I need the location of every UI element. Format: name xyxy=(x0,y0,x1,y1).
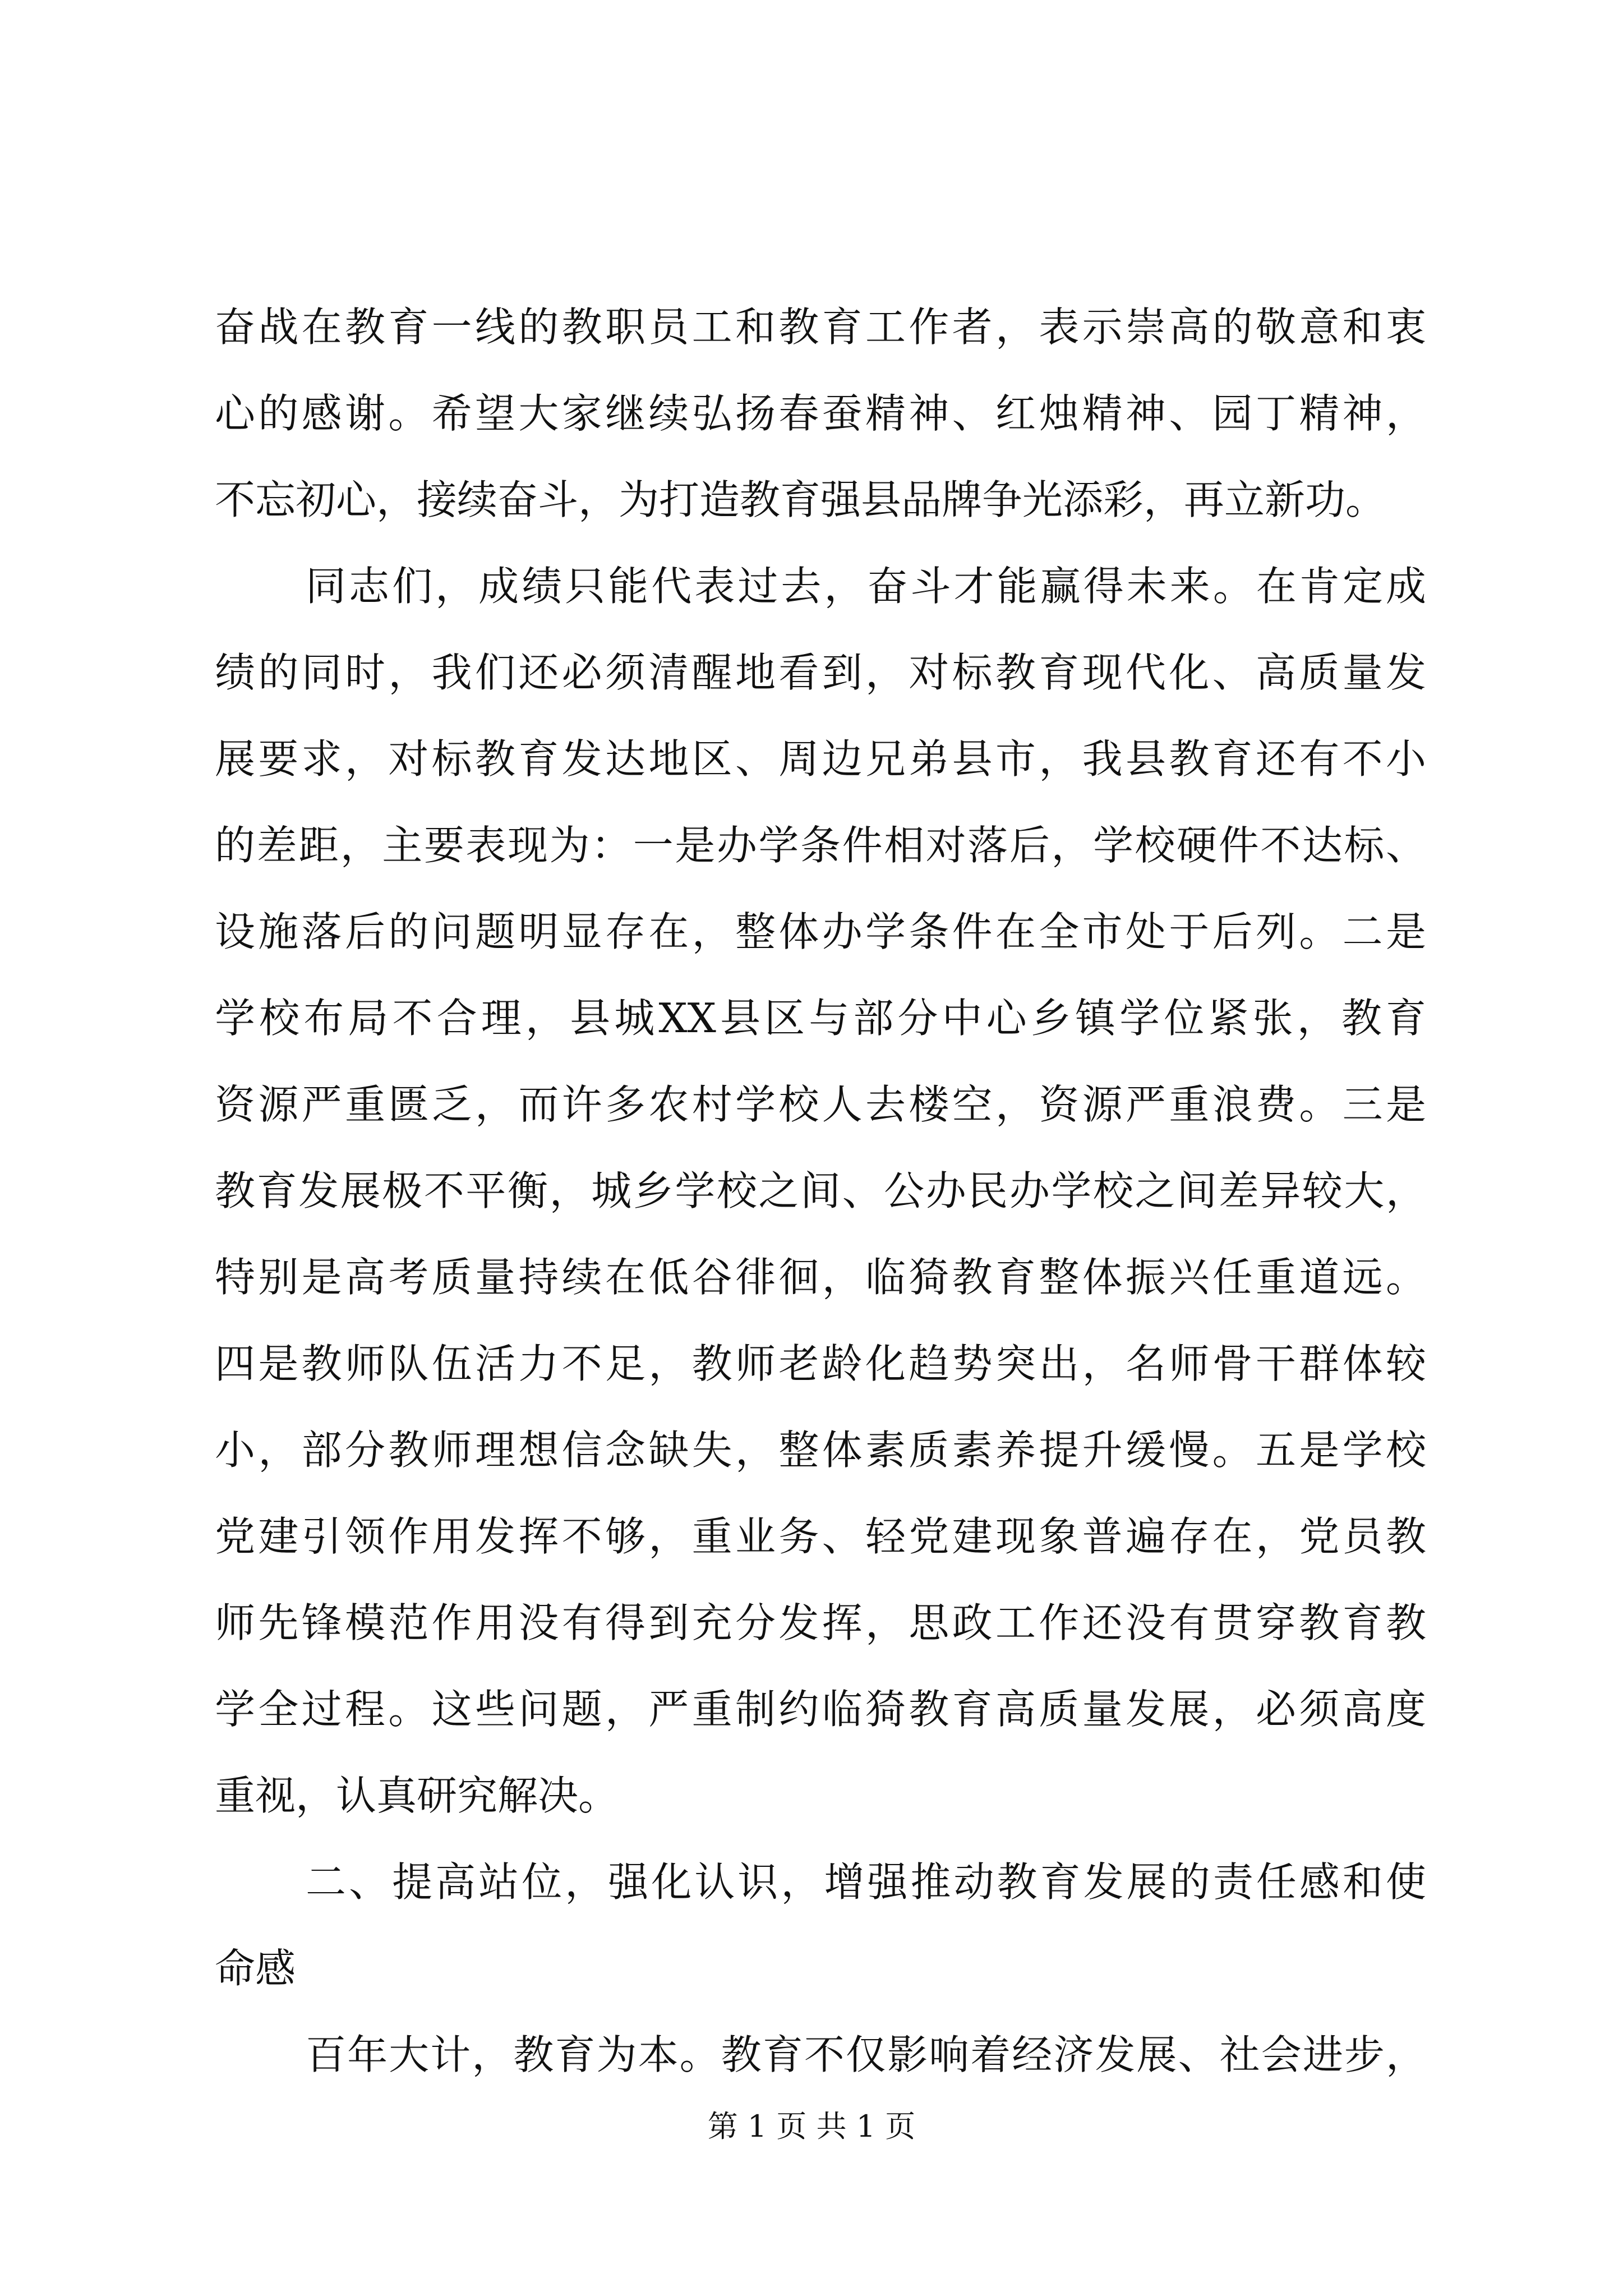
text-line: 二、提高站位，强化认识，增强推动教育发展的责任感和使 xyxy=(306,1858,1426,1906)
text-line: 百年大计，教育为本。教育不仅影响着经济发展、社会进步， xyxy=(306,2031,1426,2078)
text-line: 心的感谢。希望大家继续弘扬春蚕精神、红烛精神、园丁精神， xyxy=(215,390,1426,437)
text-line: 同志们，成绩只能代表过去，奋斗才能赢得未来。在肯定成 xyxy=(306,563,1426,610)
text-line: 绩的同时，我们还必须清醒地看到，对标教育现代化、高质量发 xyxy=(215,649,1426,696)
text-line: 重视，认真研究解决。 xyxy=(215,1772,619,1819)
text-line: 特别是高考质量持续在低谷徘徊，临猗教育整体振兴任重道远。 xyxy=(215,1254,1426,1301)
text-line: 设施落后的问题明显存在，整体办学条件在全市处于后列。二是 xyxy=(215,908,1426,955)
text-line: 师先锋模范作用没有得到充分发挥，思政工作还没有贯穿教育教 xyxy=(215,1599,1426,1646)
text-line: 学全过程。这些问题，严重制约临猗教育高质量发展，必须高度 xyxy=(215,1686,1426,1733)
text-line: 的差距，主要表现为：一是办学条件相对落后，学校硬件不达标、 xyxy=(215,822,1426,869)
text-line: 学校布局不合理，县城XX县区与部分中心乡镇学位紧张，教育 xyxy=(215,995,1426,1042)
text-line: 资源严重匮乏，而许多农村学校人去楼空，资源严重浪费。三是 xyxy=(215,1081,1426,1128)
text-line: 命感 xyxy=(215,1945,296,1992)
text-line: 党建引领作用发挥不够，重业务、轻党建现象普遍存在，党员教 xyxy=(215,1513,1426,1560)
document-body xyxy=(215,284,1426,2098)
text-line: 教育发展极不平衡，城乡学校之间、公办民办学校之间差异较大， xyxy=(215,1167,1426,1214)
text-line: 四是教师队伍活力不足，教师老龄化趋势突出，名师骨干群体较 xyxy=(215,1340,1426,1387)
text-line: 展要求，对标教育发达地区、周边兄弟县市，我县教育还有不小 xyxy=(215,735,1426,783)
text-line: 小，部分教师理想信念缺失，整体素质素养提升缓慢。五是学校 xyxy=(215,1427,1426,1474)
text-line: 奋战在教育一线的教职员工和教育工作者，表示崇高的敬意和衷 xyxy=(215,303,1426,351)
text-line: 不忘初心，接续奋斗，为打造教育强县品牌争光添彩，再立新功。 xyxy=(215,476,1386,523)
page-footer: 第 1 页 共 1 页 xyxy=(707,2109,916,2144)
